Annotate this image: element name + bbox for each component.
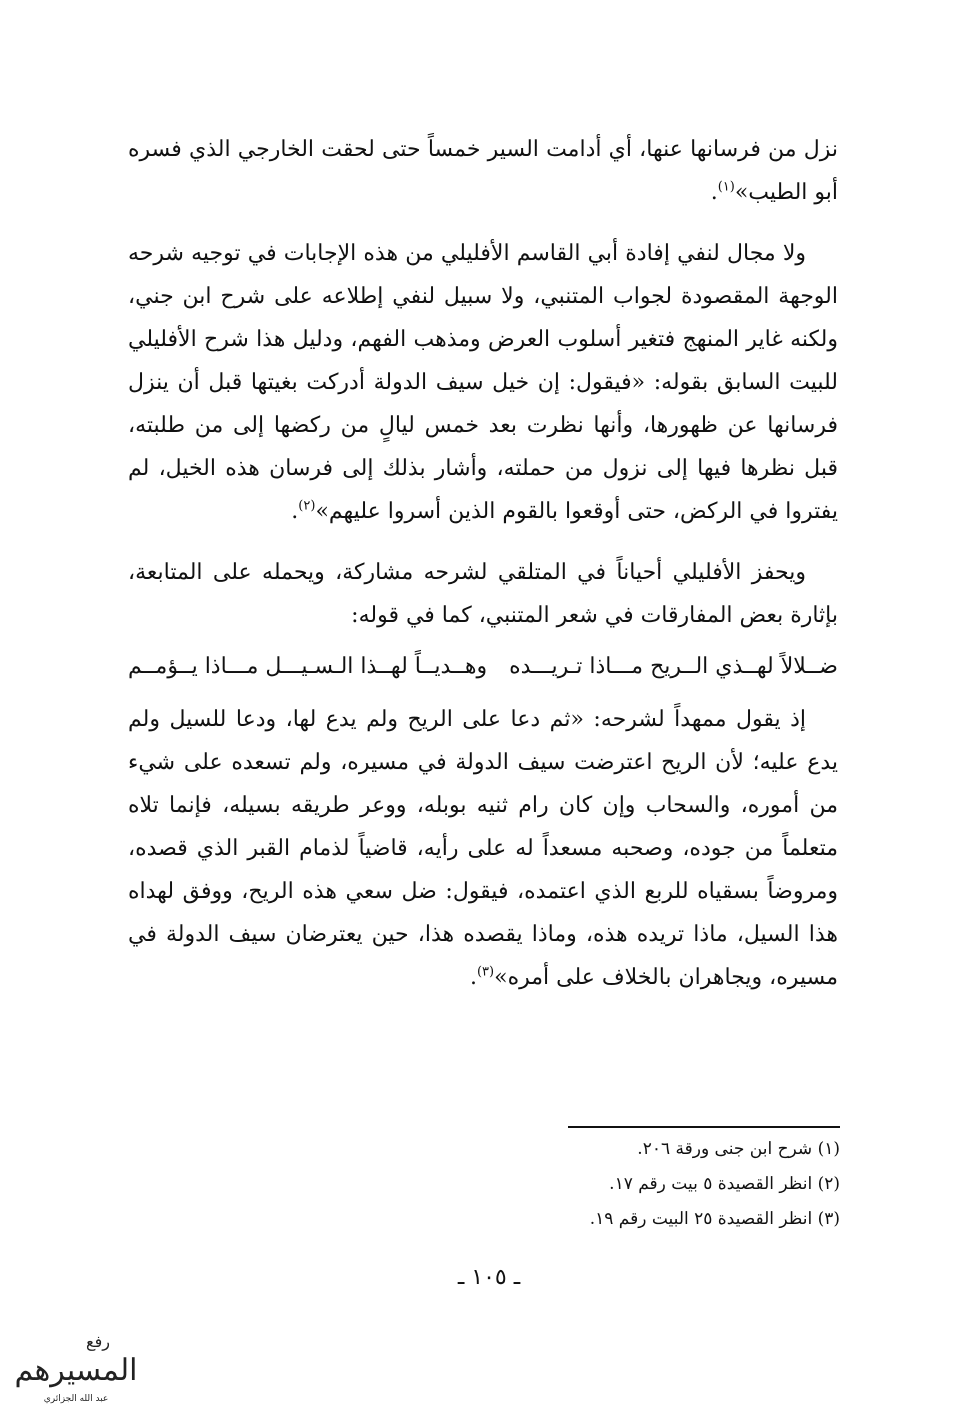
- footnote-1: (١) شرح ابن جنى ورقة ٢٠٦.: [637, 1139, 840, 1159]
- paragraph-2-end: .: [291, 499, 299, 524]
- footnote-ref-2: (٢): [298, 498, 316, 514]
- watermark-raf: رفع: [86, 1332, 110, 1351]
- paragraph-4: [128, 698, 838, 999]
- paragraph-1: [128, 128, 838, 214]
- paragraph-4-end: .: [469, 965, 477, 990]
- verse-hemistich-2: وهــديــاً لهــذا الـسـيـــل مـــاذا يــؤمــم: [128, 654, 488, 679]
- watermark-small-text: عبد الله الجزائري: [43, 1394, 109, 1404]
- footnote-divider: [568, 1126, 840, 1128]
- paragraph-2: [128, 232, 838, 533]
- paragraph-3: [128, 551, 838, 637]
- paragraph-4-text: إذ يقول ممهداً لشرحه: «ثم دعا على الريح ولم يدع لها، ودعا للسيل ولم يدع عليه؛ لأن الريح اعترضت سيف الدولة في مسيره، ولم تسعده على شيء من أموره، والسحاب وإن كان رام ثنيه بوبله، ووعر طريقه بسيله، فإنما تلاه متعلماً من جوده، وصحبه مسعداً له على رأيه، قاضياً لذمام القبر الذي قصده، ومروضاً بسقياه للربع الذي اعتمده، فيقول: ضل سعي هذه الريح، ووفق لهداه هذا السيل، ماذا تريده هذه، وماذا يقصده هذا، حين يعترضان سيف الدولة في مسيره، ويجاهران بالخلاف على أمره»: [128, 707, 838, 990]
- footnote-2: (٢) انظر القصيدة ٥ بيت رقم ١٧.: [609, 1174, 840, 1194]
- paragraph-3-text: ويحفز الأفليلي أحياناً في المتلقي لشرحه مشاركة، ويحمله على المتابعة، بإثارة بعض المفارقات في شعر المتنبي، كما في قوله:: [128, 560, 838, 628]
- footnote-3: (٣) انظر القصيدة ٢٥ البيت رقم ١٩.: [589, 1209, 840, 1229]
- watermark-logo-text: المسيرهم: [14, 1353, 138, 1388]
- footnotes: [420, 1132, 840, 1237]
- watermark-logo-icon: [6, 1325, 146, 1407]
- paragraph-1-end: .: [710, 180, 718, 205]
- verse-hemistich-1: ضــلالاً لهــذي الــريح مـــاذا تـريـــده: [509, 654, 838, 679]
- paragraph-1-text: نزل من فرسانها عنها، أي أدامت السير خمساً حتى لحقت الخارجي الذي فسره أبو الطيب»: [128, 137, 838, 205]
- footnote-ref-1: (١): [717, 179, 735, 195]
- footnote-ref-3: (٣): [476, 964, 495, 980]
- page-number: ـ ١٠٥ ـ: [457, 1265, 521, 1290]
- poem-verse: [128, 645, 838, 688]
- paragraph-2-text: ولا مجال لنفي إفادة أبي القاسم الأفليلي من هذه الإجابات في توجيه شرحه الوجهة المقصودة لجواب المتنبي، ولا سبيل لنفي إطلاعه على شرح ابن جني، ولكنه غاير المنهج فتغير أسلوب العرض ومذهب الفهم، ودليل هذا شرح الأفليلي للبيت السابق بقوله: «فيقول: إن خيل سيف الدولة أدركت بغيتها قبل أن ينزل فرسانها عن ظهورها، وأنها نظرت بعد خمس ليالٍ من ركضها إلى من طلبته، قبل نظرها فيها إلى نزول من حملته، وأشار بذلك إلى فرسان هذه الخيل، لم يفتروا في الركض، حتى أوقعوا بالقوم الذين أسروا عليهم»: [128, 241, 838, 524]
- body-text: [128, 128, 838, 999]
